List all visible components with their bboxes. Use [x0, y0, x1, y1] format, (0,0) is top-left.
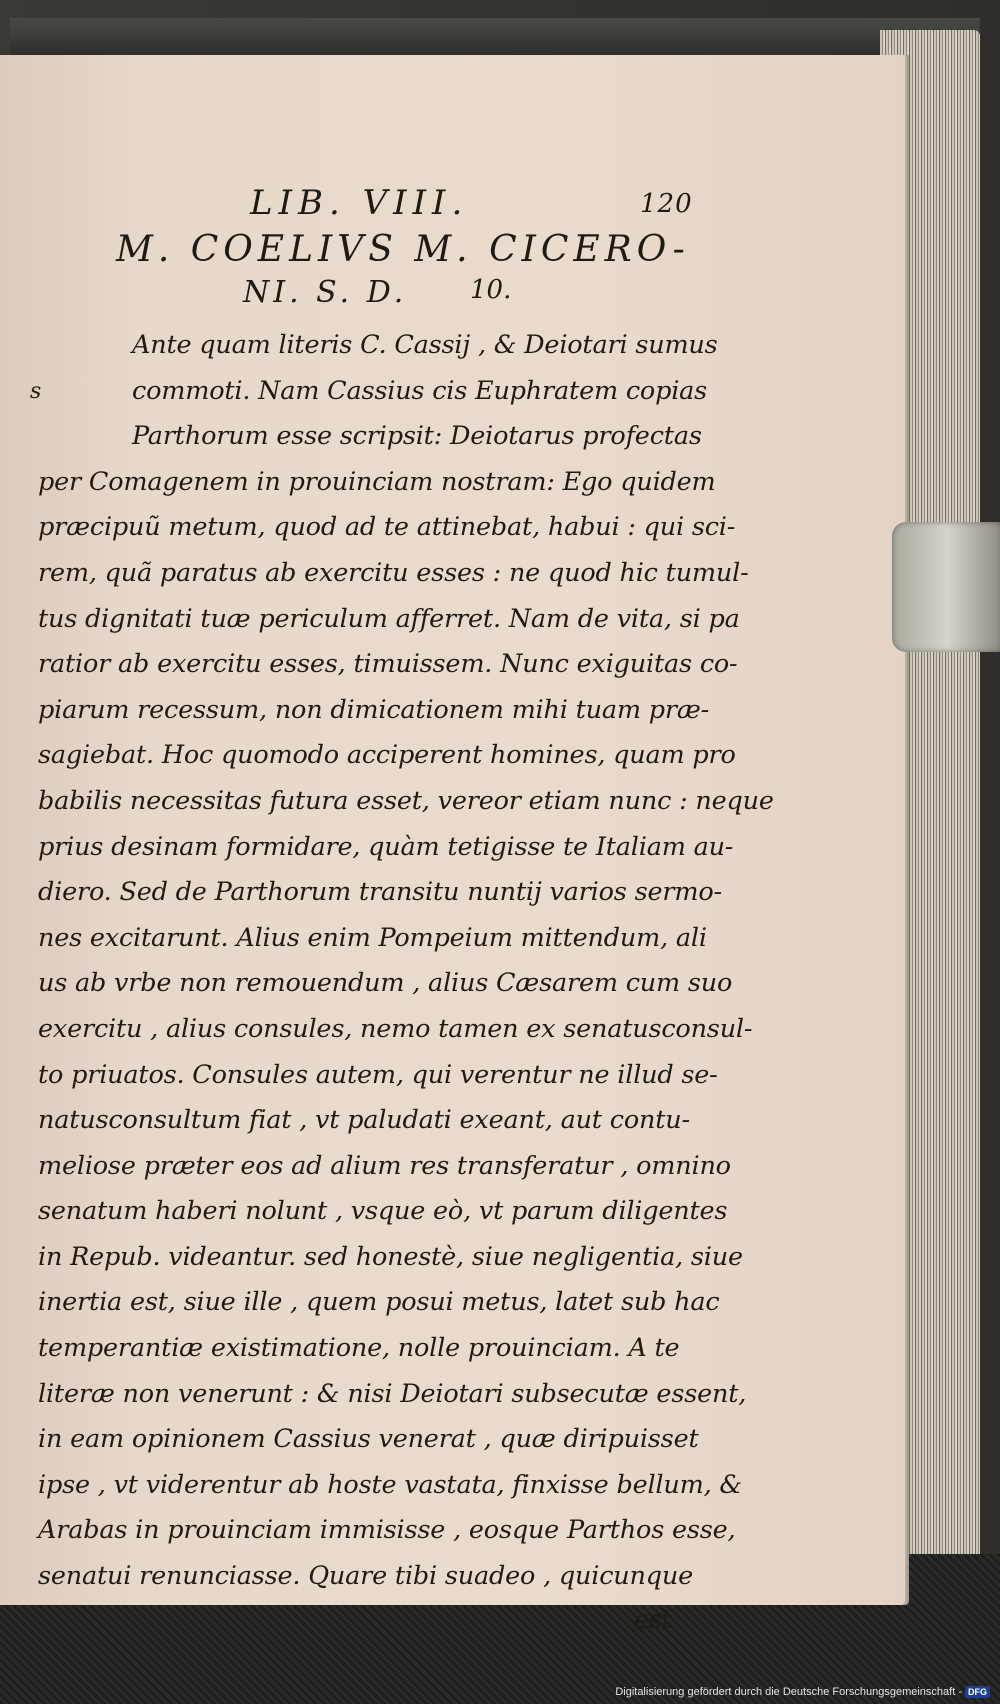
body-line-text: commoti. Nam Cassius cis Euphratem copias: [132, 375, 708, 406]
body-line: us ab vrbe non remouendum , alius Cæsarem cum suo: [38, 968, 733, 999]
body-line: nes excitarunt. Alius enim Pompeium mittendum, ali: [38, 922, 707, 953]
body-line: [30, 369, 728, 415]
marginal-mark: s: [30, 378, 42, 404]
page-text: [30, 183, 774, 1640]
page-number: 120: [640, 189, 693, 219]
body-line: senatum haberi nolunt , vsque eò, vt parum diligentes: [38, 1196, 728, 1227]
running-head: LIB. VIII.: [250, 183, 469, 223]
catchword: est: [634, 1604, 672, 1634]
body-line: Ante quam literis C. Cassij , & Deiotari sumus: [132, 330, 718, 360]
body-line: in eam opinionem Cassius venerat , quæ diripuisset: [38, 1424, 699, 1455]
body-line: prius desinam formidare, quàm tetigisse te Italiam au-: [38, 831, 734, 862]
page-clip: [892, 522, 1000, 652]
body-line: Parthorum esse scripsit: Deiotarus profectas: [132, 421, 702, 452]
body-line: in Repub. videantur. sed honestè, siue negligentia, siue: [38, 1241, 743, 1272]
letter-title-line-2: [38, 275, 728, 323]
body-line: Arabas in prouinciam immisisse , eosque Parthos esse,: [38, 1515, 736, 1546]
body-line: literæ non venerunt : & nisi Deiotari subsecutæ essent,: [38, 1378, 747, 1409]
body-line: inertia est, siue ille , quem posui metus, latet sub hac: [38, 1287, 720, 1318]
body-line: ipse , vt viderentur ab hoste vastata, finxisse bellum, &: [38, 1469, 742, 1500]
letter-title-line-1: M. COELIVS M. CICERO-: [116, 229, 690, 270]
letter-number: 10.: [470, 275, 512, 305]
body-line: meliose præter eos ad alium res transferatur , omnino: [38, 1150, 731, 1181]
body-line: ratior ab exercitu esses, timuissem. Nunc exiguitas co-: [38, 649, 738, 680]
body-line: per Comagenem in prouinciam nostram: Ego quidem: [38, 466, 716, 497]
top-board: [10, 18, 980, 58]
body-line: natusconsultum fiat , vt paludati exeant, aut contu-: [38, 1105, 690, 1136]
body-line: piarum recessum, non dimicationem mihi tuam præ-: [38, 694, 710, 725]
body-line: to priuatos. Consules autem, qui verentur ne illud se-: [38, 1059, 718, 1090]
body-line: temperantiæ existimatione, nolle prouinciam. A te: [38, 1333, 680, 1364]
body-line: præcipuũ metum, quod ad te attinebat, habui : qui sci-: [38, 512, 736, 543]
body-line: senatui renunciasse. Quare tibi suadeo , quicunque: [38, 1561, 693, 1592]
body-line: sagiebat. Hoc quomodo acciperent homines, quam pro: [38, 740, 736, 771]
credit-text: Digitalisierung gefördert durch die Deutsche Forschungsgemeinschaft -: [615, 1686, 962, 1698]
body-line: exercitu , alius consules, nemo tamen ex senatusconsul-: [38, 1013, 753, 1044]
body-line: diero. Sed de Parthorum transitu nuntij varios sermo-: [38, 877, 722, 908]
letter-title-salutation: NI. S. D.: [243, 275, 408, 310]
body-line: babilis necessitas futura esset, vereor etiam nunc : neque: [38, 785, 774, 816]
body-line: rem, quã paratus ab exercitu esses : ne quod hic tumul-: [38, 557, 749, 588]
book-page: [0, 55, 905, 1634]
digitization-credit: [615, 1686, 990, 1698]
body-line: tus dignitati tuæ periculum afferret. Nam de vita, si pa: [38, 603, 740, 634]
page-header: [38, 183, 728, 229]
dfg-logo-icon: DFG: [965, 1686, 990, 1698]
